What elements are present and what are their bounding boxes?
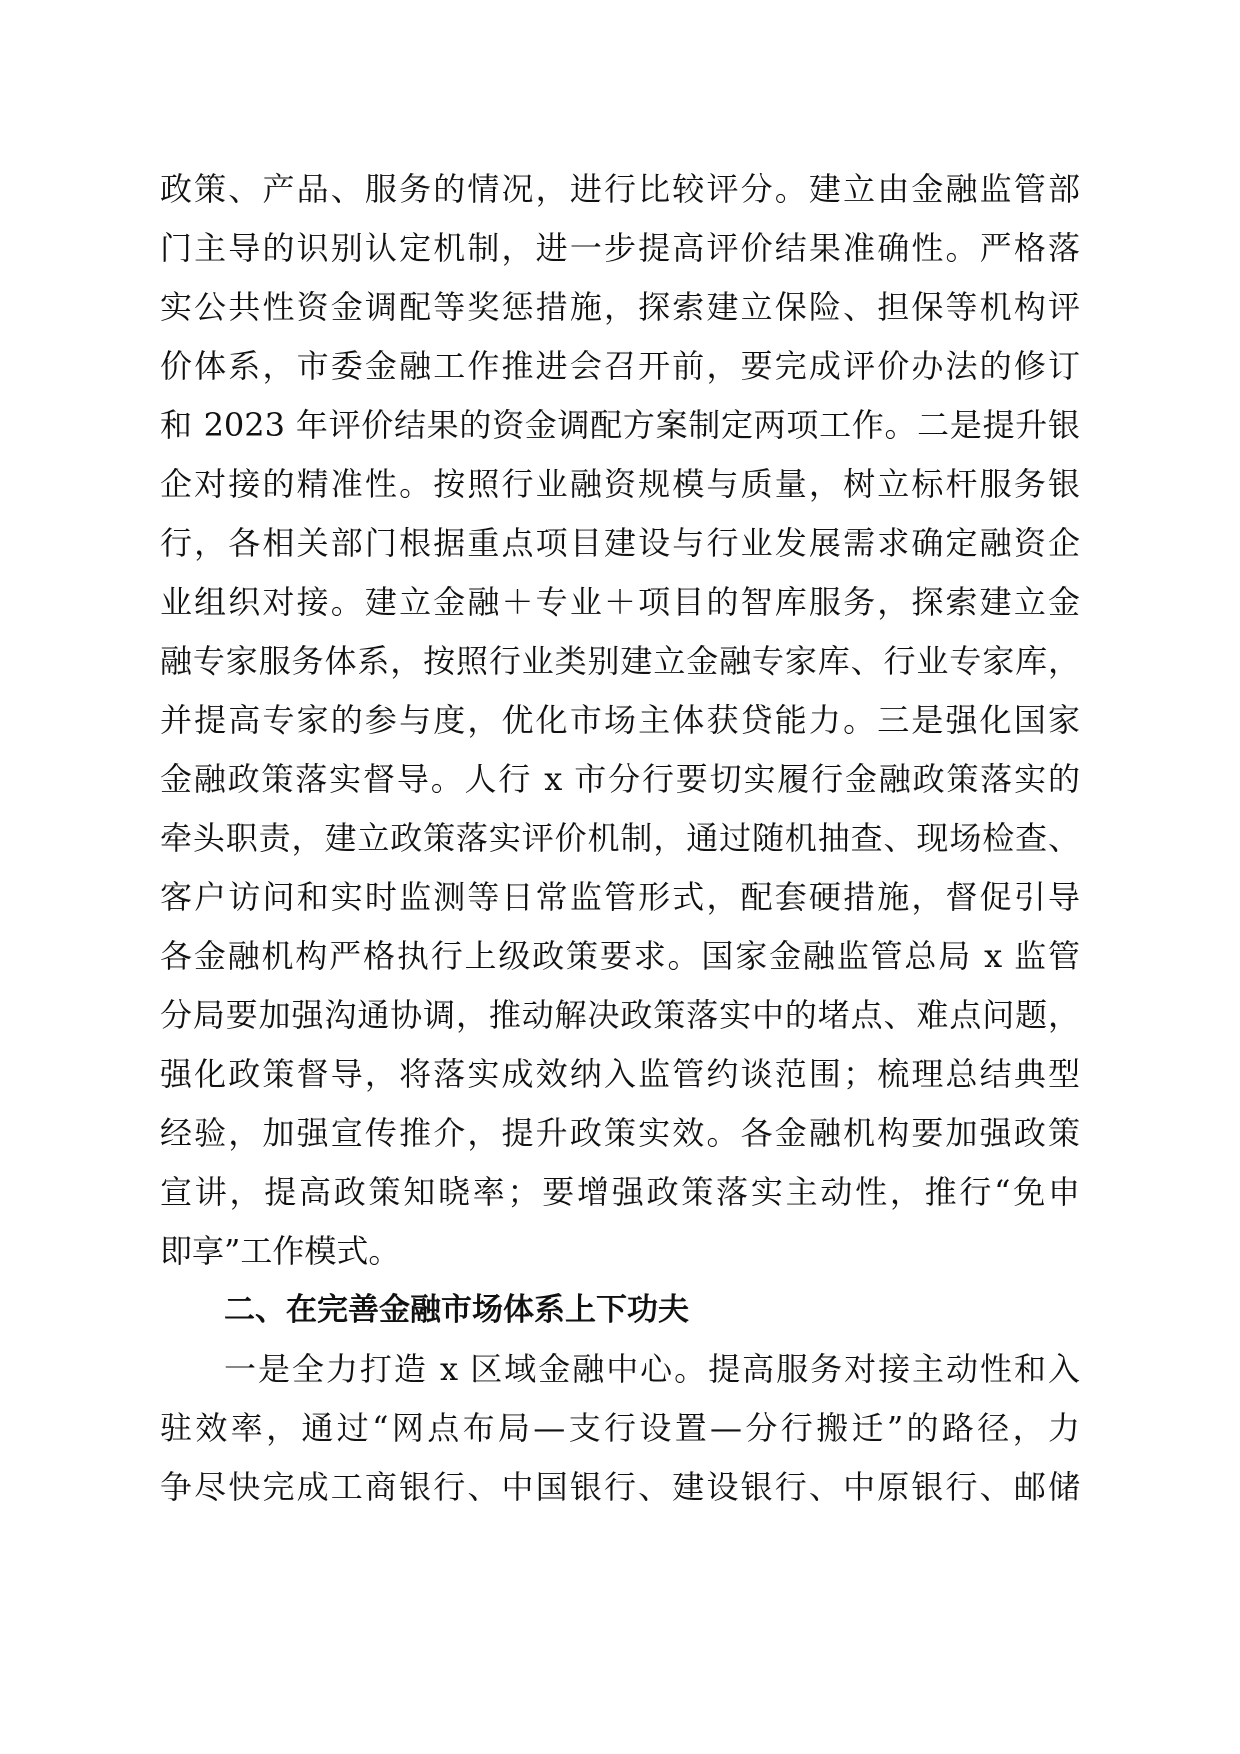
text-line: 融专家服务体系，按照行业类别建立金融专家库、行业专家库， bbox=[160, 642, 1080, 680]
text-line: 企对接的精准性。按照行业融资规模与质量，树立标杆服务银 bbox=[160, 465, 1080, 503]
text-line: 强化政策督导，将落实成效纳入监管约谈范围；梳理总结典型 bbox=[160, 1055, 1080, 1093]
section-heading: 二、在完善金融市场体系上下功夫 bbox=[224, 1292, 689, 1328]
text-line: 行，各相关部门根据重点项目建设与行业发展需求确定融资企 bbox=[160, 524, 1080, 562]
text-line: 牵头职责，建立政策落实评价机制，通过随机抽查、现场检查、 bbox=[160, 819, 1080, 857]
text-line: 价体系，市委金融工作推进会召开前，要完成评价办法的修订 bbox=[160, 347, 1080, 385]
text-line: 即享”工作模式。 bbox=[160, 1232, 401, 1270]
text-line: 驻效率，通过“网点布局—支行设置—分行搬迁”的路径，力 bbox=[160, 1409, 1080, 1447]
text-line: 各金融机构严格执行上级政策要求。国家金融监管总局 x 监管 bbox=[160, 937, 1080, 975]
text-line: 经验，加强宣传推介，提升政策实效。各金融机构要加强政策 bbox=[160, 1114, 1080, 1152]
text-line: 业组织对接。建立金融＋专业＋项目的智库服务，探索建立金 bbox=[160, 583, 1080, 621]
text-line: 政策、产品、服务的情况，进行比较评分。建立由金融监管部 bbox=[160, 170, 1080, 208]
text-line: 金融政策落实督导。人行 x 市分行要切实履行金融政策落实的 bbox=[160, 760, 1080, 798]
text-line: 争尽快完成工商银行、中国银行、建设银行、中原银行、邮储 bbox=[160, 1468, 1080, 1506]
text-line: 实公共性资金调配等奖惩措施，探索建立保险、担保等机构评 bbox=[160, 288, 1080, 326]
text-line: 分局要加强沟通协调，推动解决政策落实中的堵点、难点问题， bbox=[160, 996, 1080, 1034]
text-line: 门主导的识别认定机制，进一步提高评价结果准确性。严格落 bbox=[160, 229, 1080, 267]
text-line: 和 2023 年评价结果的资金调配方案制定两项工作。二是提升银 bbox=[160, 406, 1080, 444]
text-line: 宣讲，提高政策知晓率；要增强政策落实主动性，推行“免申 bbox=[160, 1173, 1080, 1211]
text-line: 并提高专家的参与度，优化市场主体获贷能力。三是强化国家 bbox=[160, 701, 1080, 739]
text-line: 一是全力打造 x 区域金融中心。提高服务对接主动性和入 bbox=[224, 1350, 1080, 1388]
text-line: 客户访问和实时监测等日常监管形式，配套硬措施，督促引导 bbox=[160, 878, 1080, 916]
